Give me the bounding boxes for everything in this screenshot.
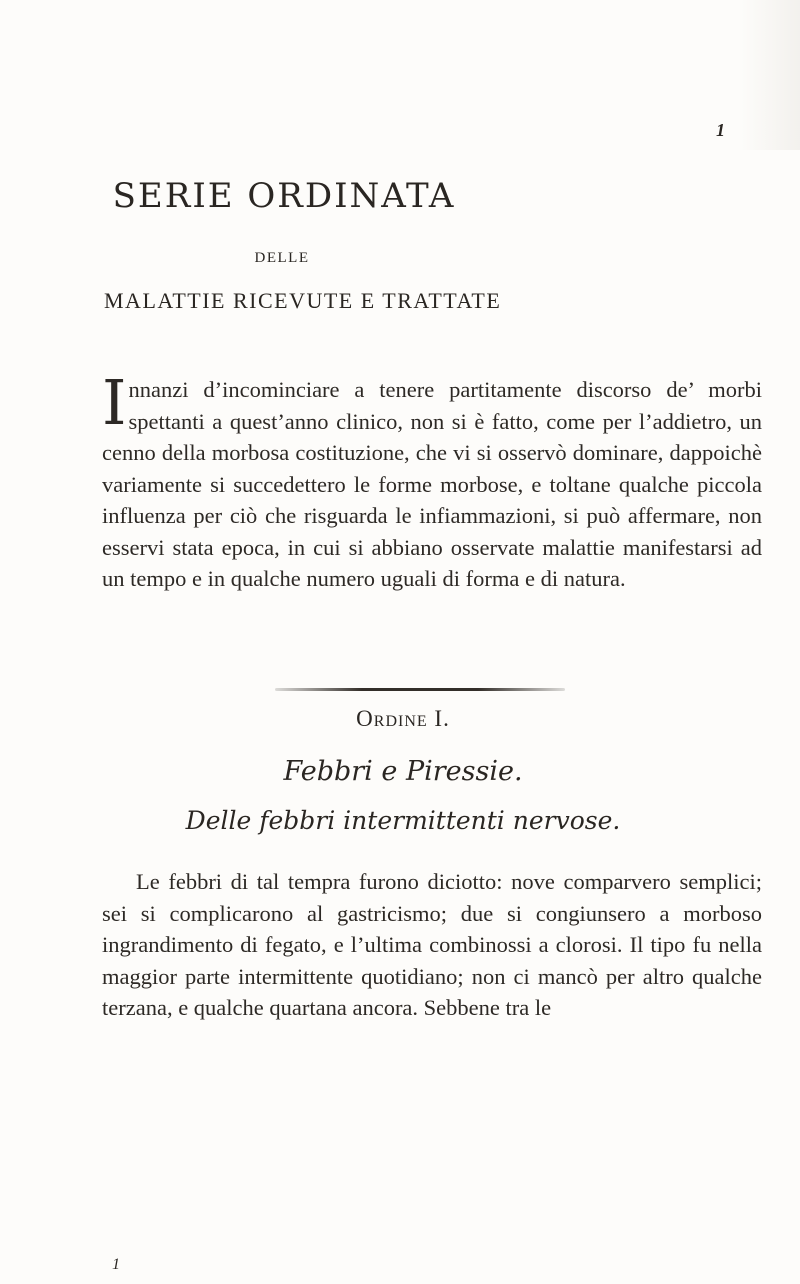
order-subtitle: Febbri e Piressie.: [283, 756, 523, 787]
body-paragraph: Le febbri di tal tempra furono diciotto: nove comparvero semplici; sei si complicarono al gastricismo; due si congiunsero a morboso ingrandimento di fegato, e l’ultima combinossi a clorosi. Il tipo fu nella maggior parte intermittente quotidiano; non ci mancò per altro qualche terzana, e qualche quartana ancora. Sebbene tra le: [102, 869, 762, 1020]
title-main: SERIE ORDINATA: [112, 176, 456, 216]
page-number: 1: [716, 120, 725, 140]
page-edge-shading: [740, 0, 800, 150]
drop-cap: I: [102, 366, 127, 439]
title-sub: DELLE: [254, 250, 310, 266]
intro-paragraph: [102, 366, 762, 595]
intro-text: nnanzi d’incominciare a tenere partitamente discorso de’ morbi spettanti a quest’anno clinico, non si è fatto, come per l’addietro, un cenno della morbosa costituzione, che vi si osservò dominare, dappoichè variamente si succedettero le forme morbose, e toltane qualche piccola influenza per ciò che risguarda le infiammazioni, si può affermare, non esservi stata epoca, in cui si abbiano osservate malattie manifestarsi ad un tempo e in qualche numero uguali di forma e di natura.: [102, 377, 762, 591]
signature-mark: 1: [112, 1256, 120, 1273]
order-heading: Ordine I.: [356, 706, 450, 731]
title-third: MALATTIE RICEVUTE E TRATTATE: [104, 288, 502, 313]
section-divider: [275, 688, 565, 691]
section-heading: Delle febbri intermittenti nervose.: [185, 806, 621, 835]
